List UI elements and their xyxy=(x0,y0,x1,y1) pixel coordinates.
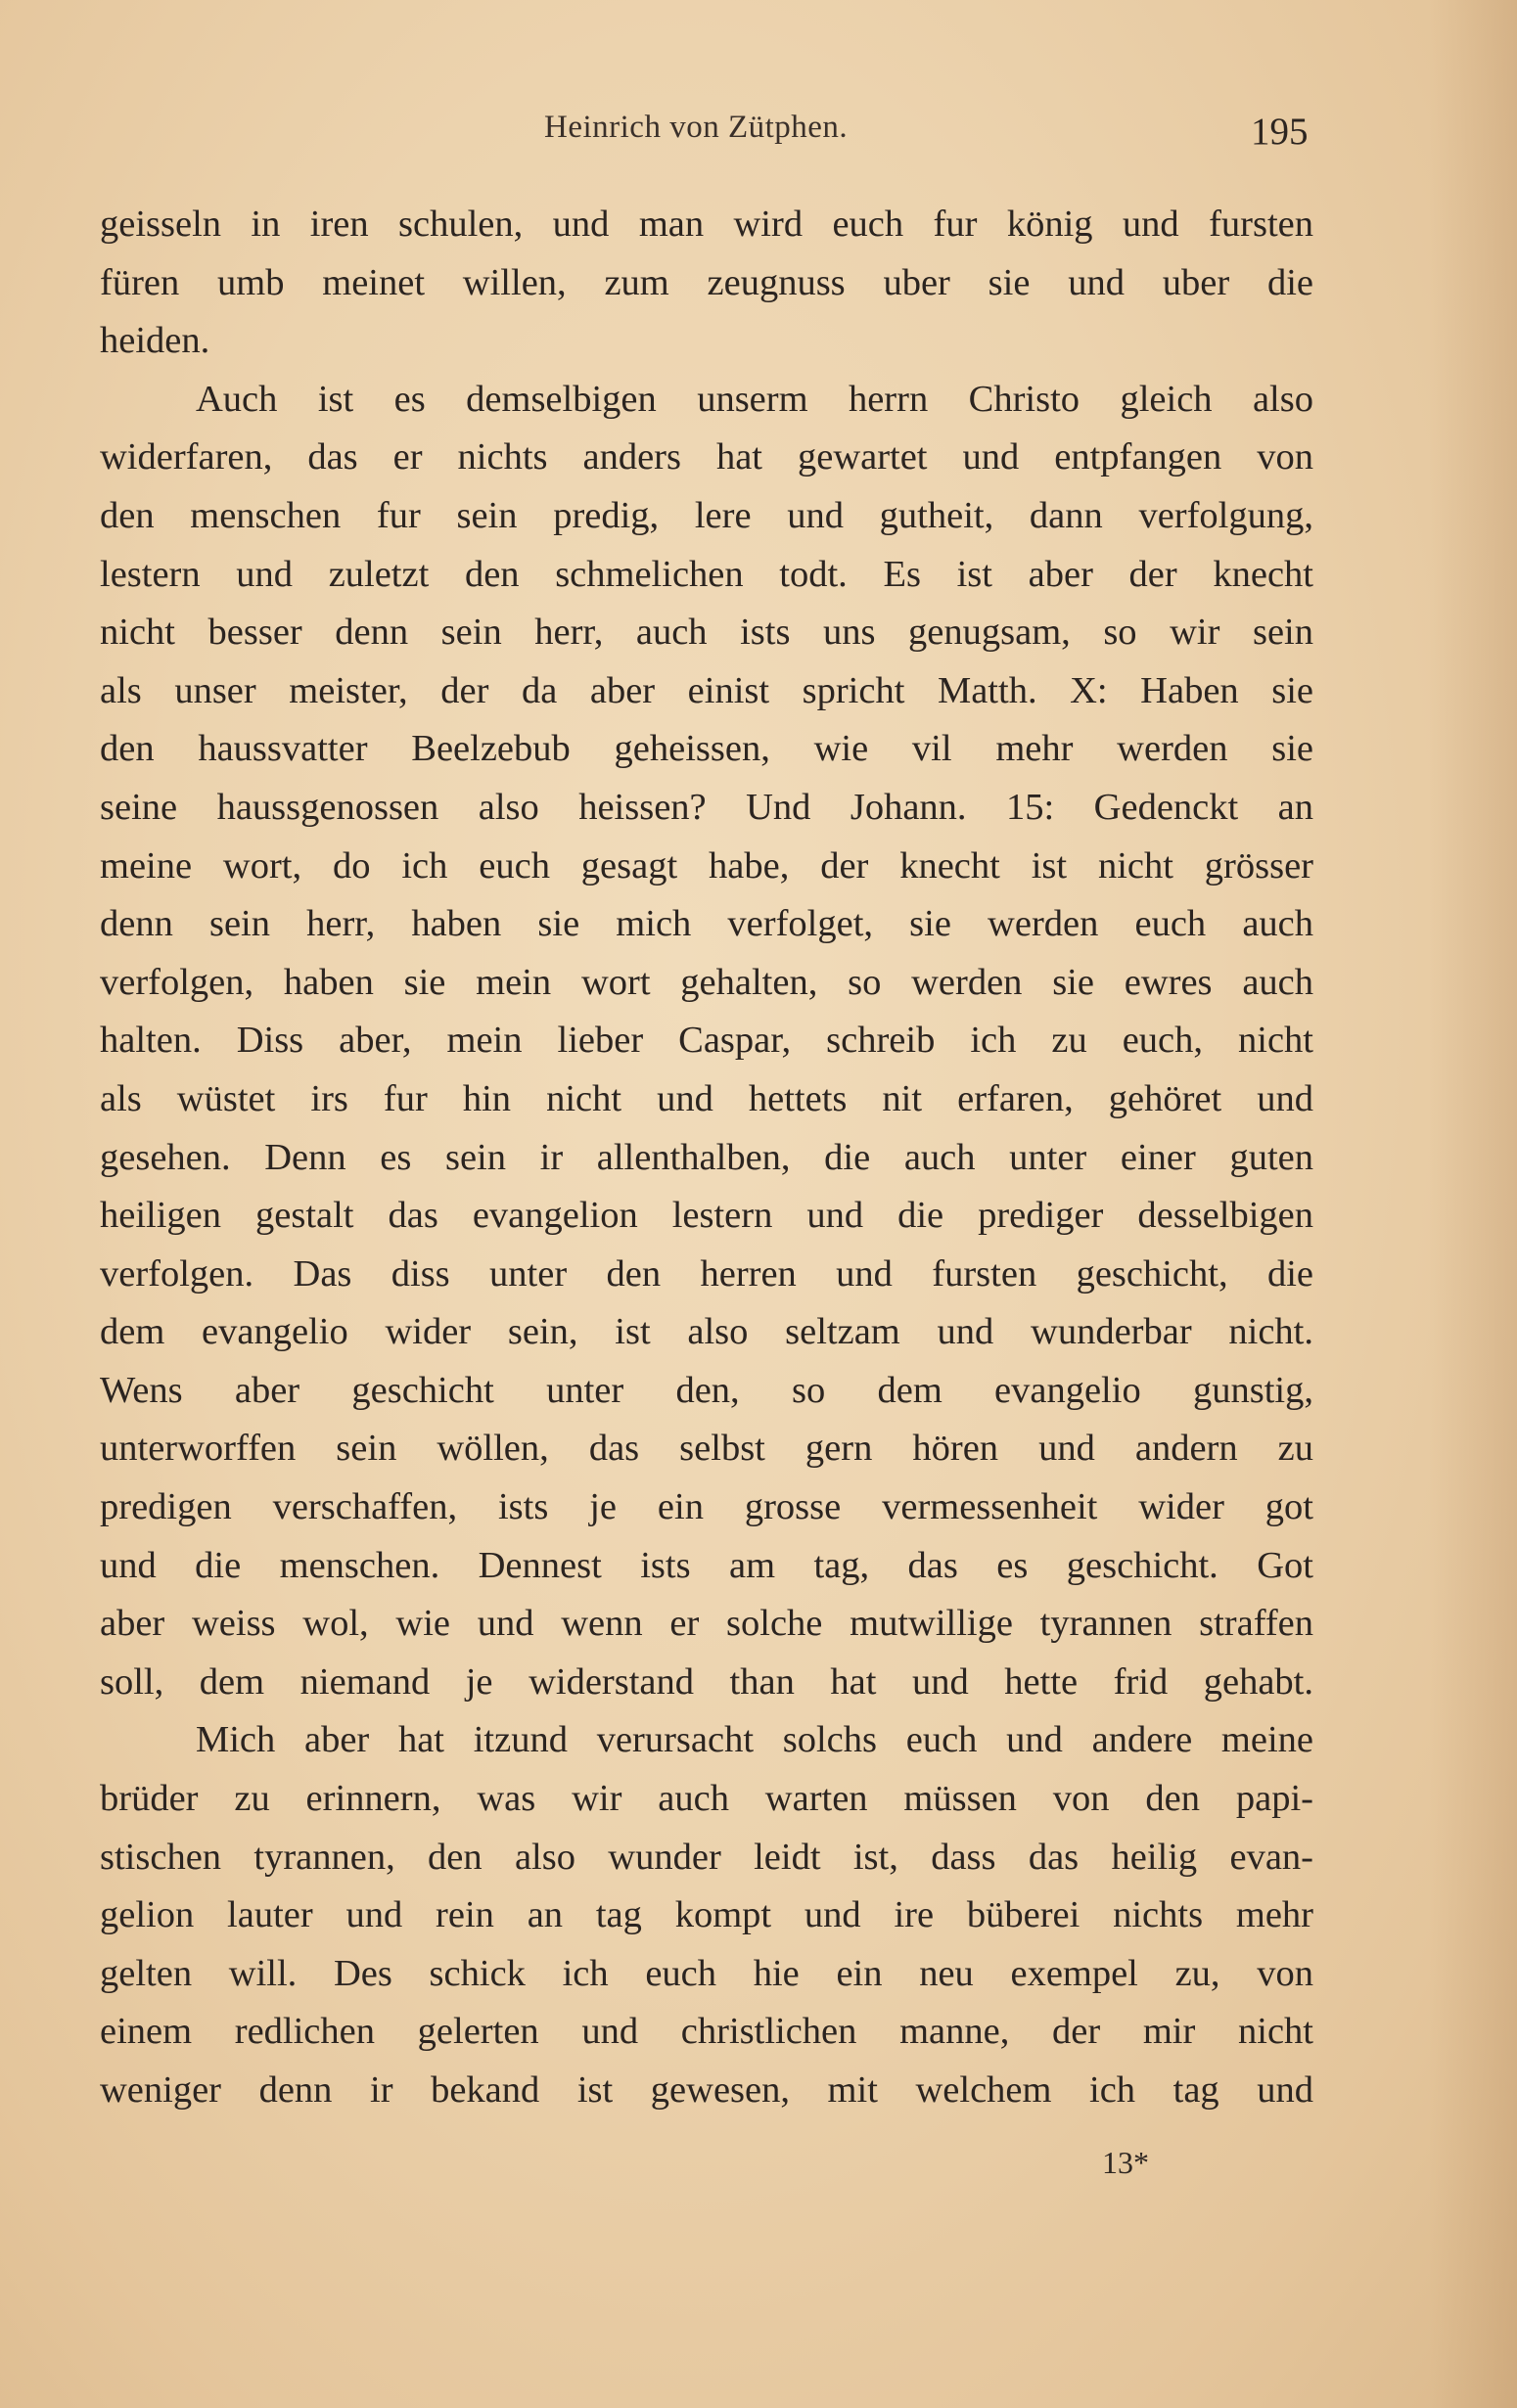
text-line: den haussvatter Beelzebub geheissen, wie vil mehr werden sie xyxy=(100,728,1313,770)
text-line: weniger denn ir bekand ist gewesen, mit welchem ich tag und xyxy=(100,2069,1313,2111)
text-line: aber weiss wol, wie und wenn er solche mutwillige tyrannen straffen xyxy=(100,1603,1313,1645)
text-line: und die menschen. Dennest ists am tag, das es geschicht. Got xyxy=(100,1544,1313,1586)
page-number: 195 xyxy=(1251,111,1309,153)
text-line: denn sein herr, haben sie mich verfolget, sie werden euch auch xyxy=(100,903,1313,945)
running-head xyxy=(0,110,1517,159)
text-line: Wens aber geschicht unter den, so dem evangelio gunstig, xyxy=(100,1369,1313,1411)
running-title: Heinrich von Zütphen. xyxy=(544,110,849,145)
page-edge-shading xyxy=(1429,0,1517,2408)
text-line: den menschen fur sein predig, lere und gutheit, dann verfolgung, xyxy=(100,494,1313,536)
text-line: Auch ist es demselbigen unserm herrn Christo gleich also xyxy=(196,378,1313,420)
text-line: als unser meister, der da aber einist spricht Matth. X: Haben sie xyxy=(100,669,1313,711)
text-line: unterworffen sein wöllen, das selbst gern hören und andern zu xyxy=(100,1428,1313,1470)
text-line: Mich aber hat itzund verursacht solchs euch und andere meine xyxy=(196,1719,1313,1761)
text-line: verfolgen, haben sie mein wort gehalten, so werden sie ewres auch xyxy=(100,961,1313,1003)
text-line: halten. Diss aber, mein lieber Caspar, schreib ich zu euch, nicht xyxy=(100,1020,1313,1062)
text-line: brüder zu erinnern, was wir auch warten müssen von den papi- xyxy=(100,1778,1313,1820)
text-line: seine haussgenossen also heissen? Und Johann. 15: Gedenckt an xyxy=(100,786,1313,828)
text-line: soll, dem niemand je widerstand than hat und hette frid gehabt. xyxy=(100,1660,1313,1703)
text-line: als wüstet irs fur hin nicht und hettets nit erfaren, gehöret und xyxy=(100,1077,1313,1119)
text-line: geisseln in iren schulen, und man wird euch fur könig und fursten xyxy=(100,204,1313,245)
text-line: predigen verschaffen, ists je ein grosse vermessenheit wider got xyxy=(100,1486,1313,1528)
text-line: gelion lauter und rein an tag kompt und ire büberei nichts mehr xyxy=(100,1894,1313,1936)
text-line: dem evangelio wider sein, ist also seltzam und wunderbar nicht. xyxy=(100,1311,1313,1353)
text-line: meine wort, do ich euch gesagt habe, der knecht ist nicht grösser xyxy=(100,844,1313,886)
text-line: lestern und zuletzt den schmelichen todt. Es ist aber der knecht xyxy=(100,553,1313,595)
text-line: widerfaren, das er nichts anders hat gewartet und entpfangen von xyxy=(100,436,1313,478)
text-line: füren umb meinet willen, zum zeugnuss uber sie und uber die xyxy=(100,261,1313,303)
signature-mark: 13* xyxy=(1102,2145,1149,2180)
text-line: nicht besser denn sein herr, auch ists uns genugsam, so wir sein xyxy=(100,612,1313,654)
text-line: heiden. xyxy=(100,320,210,362)
text-line: einem redlichen gelerten und christlichen manne, der mir nicht xyxy=(100,2011,1313,2053)
text-line: verfolgen. Das diss unter den herren und fursten geschicht, die xyxy=(100,1252,1313,1295)
body-text xyxy=(100,196,1313,2120)
text-line: stischen tyrannen, den also wunder leidt ist, dass das heilig evan- xyxy=(100,1836,1313,1878)
text-line: gelten will. Des schick ich euch hie ein neu exempel zu, von xyxy=(100,1952,1313,1994)
text-line: heiligen gestalt das evangelion lestern und die prediger desselbigen xyxy=(100,1195,1313,1237)
text-line: gesehen. Denn es sein ir allenthalben, die auch unter einer guten xyxy=(100,1136,1313,1178)
